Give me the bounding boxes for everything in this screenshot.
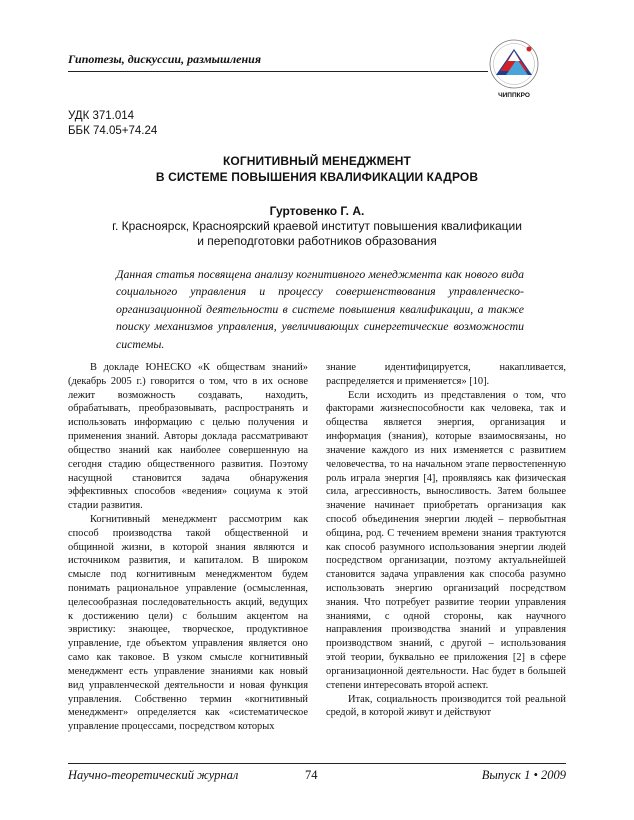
affiliation-line2: и переподготовки работников образования [197, 234, 437, 248]
logo-caption: ЧИППКРО [498, 92, 530, 99]
udk-code: УДК 371.014 [68, 110, 135, 122]
article-title-line2: В СИСТЕМЕ ПОВЫШЕНИЯ КВАЛИФИКАЦИИ КАДРОВ [155, 170, 479, 184]
abstract: Данная статья посвящена анализу когнитивного менеджмента как нового вида социального управления и процессу совершенствования управленческо-организационной деятельности в системе повышения квалификации, а также поиску механизмов управления, увеличивающих синергетические возможности системы. [116, 267, 524, 351]
author-name: Гуртовенко Г. А. [269, 204, 365, 218]
footer-divider [68, 763, 566, 764]
bbk-code: ББК 74.05+74.24 [68, 125, 158, 137]
body-column-left [68, 361, 308, 734]
journal-name: Научно-теоретический журнал [68, 768, 239, 782]
body-column-right [326, 361, 566, 720]
header-divider [68, 71, 488, 72]
affiliation-line1: г. Красноярск, Красноярский краевой институт повышения квалификации [112, 219, 522, 233]
paragraph: Когнитивный менеджмент рассмотрим как способ производства такой общественной и общинной жизни, в которой знания являются и источником развития, и капиталом. В широком смысле под когнитивным менеджментом будем понимать рациональное управление (осмысленная, целесообразная последовательность акций, ведущих к достижению цели) с большим акцентом на эвристику: знающее, творческое, продуктивное управление, где объектом управления является оно само как таковое. В узком смысле когнитивный менеджмент есть управление знаниями как новый вид управленческой деятельности и новая функция управления. Собственно термин «когнитивный менеджмент» определяется как «систематическое управление процессами, посредством которых [68, 513, 308, 733]
issue-label: Выпуск 1 • 2009 [481, 768, 566, 782]
paragraph: Если исходить из представления о том, что факторами жизнеспособности как человека, так и общества является энергия, организация и информация (знания), которые взаимосвязаны, но значение каждого из них изменяется с развитием человечества, то на начальном этапе первостепенную роль играла энергия [4], проявляясь как физическая сила, агрессивность, выносливость. Затем большее значение начинает приобретать организация как способ объединения энергии людей – первобытная община, род. С течением времени знания трактуются как способ разумного использования энергии людей посредством организации, поэтому актуальнейшей становится задача управления как способа разумно использовать энергию организаций посредством знания. Что потребует развитие теории управления знаниями, с одной стороны, как научного направления производства знаний и управления производством знаний, с другой – использования этой теории, буквально ее приложения [2] в сфере организационной деятельности. Нас будет в большей степени интересовать второй аспект. [326, 389, 566, 691]
section-title: Гипотезы, дискуссии, размышления [68, 52, 262, 66]
paragraph: В докладе ЮНЕСКО «К обществам знаний» (декабрь 2005 г.) говорится о том, что в их основе лежит возможность создавать, находить, обрабатывать, преобразовывать, распространять и использовать информацию с целью получения и применения знаний. Авторы доклада рассматривают общество знаний как наиболее совершенную на сегодня стадию общественного развития. Поэтому насущной становится задача обнаружения эффективных способов «ведения» социума к этой стадии развития. [68, 362, 308, 512]
paragraph-continuation: знание идентифицируется, накапливается, распределяется и применяется» [10]. [326, 362, 566, 387]
institute-logo-icon [487, 37, 541, 95]
article-title-line1: КОГНИТИВНЫЙ МЕНЕДЖМЕНТ [222, 154, 411, 168]
page-number: 74 [305, 768, 318, 782]
paragraph: Итак, социальность производится той реальной средой, в которой живут и действуют [326, 693, 566, 719]
